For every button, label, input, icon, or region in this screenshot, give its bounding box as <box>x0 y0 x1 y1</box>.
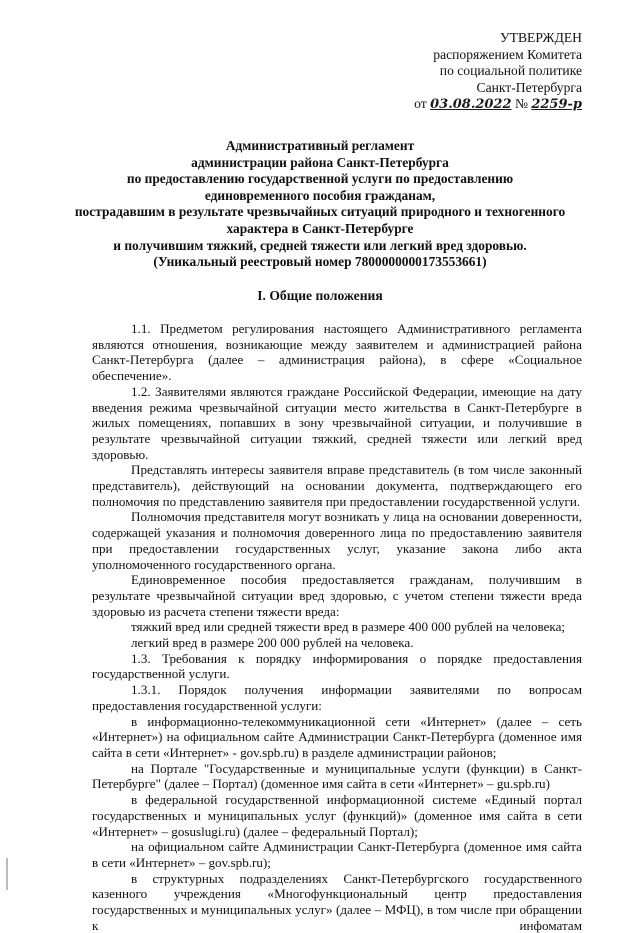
paragraph: Полномочия представителя могут возникать у лица на основании доверенности, содержащей указания и полномочия доверенного лица по предоставлению заявителя при предоставлении государственных услуг, указание закона либо акта уполномоченного государственного органа. <box>92 509 582 572</box>
paragraph: 1.1. Предметом регулирования настоящего Административного регламента являются отношения, возникающие между заявителем и администрацией района Санкт-Петербурга (далее – администрация района), в сфере «Социальное обеспечение». <box>92 321 582 384</box>
approval-line-2: по социальной политике <box>439 63 582 78</box>
approval-line-3: Санкт-Петербурга <box>476 79 582 95</box>
document-body <box>92 321 582 933</box>
title-line-6: характера в Санкт-Петербурге <box>226 220 414 236</box>
handwritten-number: 2259-р <box>531 97 582 112</box>
paragraph: Представлять интересы заявителя вправе представитель (в том числе законный представитель), действующий на основании документа, подтверждающего его полномочия по представлению заявителя при предоставлении государственной услуги. <box>92 462 582 509</box>
title-line-3: по предоставлению государственной услуги по предоставлению <box>126 171 514 187</box>
document-title <box>40 138 600 271</box>
title-line-5: пострадавшим в результате чрезвычайных ситуаций природного и техногенного <box>74 204 566 220</box>
paragraph: легкий вред в размере 200 000 рублей на человека. <box>131 635 414 651</box>
paragraph: в федеральной государственной информационной системе «Единый портал государственных и муниципальных услуг (функций)» (доменное имя сайта в сети «Интернет» – gosuslugi.ru) (далее – федеральный Портал); <box>92 792 582 839</box>
number-prefix: № <box>514 96 528 111</box>
title-line-2: администрации района Санкт-Петербурга <box>191 154 449 170</box>
paragraph: на Портале "Государственные и муниципальные услуги (функции) в Санкт-Петербурге" (далее – Портал) (доменное имя сайта в сети «Интернет» – gu.spb.ru) <box>92 760 582 792</box>
approval-line-1: распоряжением Комитета <box>433 46 582 62</box>
paragraph: тяжкий вред или средней тяжести вред в размере 400 000 рублей на человека; <box>131 619 566 635</box>
section-heading: I. Общие положения <box>257 288 383 303</box>
paragraph: в информационно-телекоммуникационной сети «Интернет» (далее – сеть «Интернет») на официальном сайте Администрации Санкт-Петербурга (доменное имя сайта в сети «Интернет» - gov.spb.ru) в разделе администрации районов; <box>92 713 582 760</box>
paragraph: в структурных подразделениях Санкт-Петербургского государственного казенного учреждения «Многофункциональный центр предоставления государственных и муниципальных услуг» (далее – МФЦ), в том числе при обращении к инфоматам <box>92 870 582 933</box>
handwritten-date: 03.08.2022 <box>430 97 512 112</box>
approval-date-line <box>414 96 582 114</box>
title-line-1: Административный регламент <box>225 138 415 153</box>
scan-edge-mark <box>6 858 8 890</box>
title-line-7: и получившим тяжкий, средней тяжести или легкий вред здоровью. <box>113 237 527 253</box>
paragraph: 1.2. Заявителями являются граждане Российской Федерации, имеющие на дату введения режима чрезвычайной ситуации место жительства в Санкт-Петербурге в жилых помещениях, попавших в зону чрезвычайной ситуации, и получившие в результате чрезвычайной ситуации тяжкий, средней тяжести или легкий вред здоровью. <box>92 383 582 462</box>
approval-block <box>414 30 582 114</box>
title-line-4: единовременного пособия гражданам, <box>204 187 436 203</box>
paragraph: 1.3.1. Порядок получения информации заявителями по вопросам предоставления государственной услуги: <box>92 682 582 713</box>
approval-heading: УТВЕРЖДЕН <box>500 30 582 45</box>
title-line-8: (Уникальный реестровый номер 7800000000173553661) <box>153 254 487 270</box>
paragraph: на официальном сайте Администрации Санкт-Петербурга (доменное имя сайта в сети «Интернет» – gov.spb.ru); <box>92 839 582 870</box>
date-prefix: от <box>414 96 427 111</box>
paragraph: 1.3. Требования к порядку информирования о порядке предоставления государственной услуги. <box>92 650 582 682</box>
paragraph: Единовременное пособия предоставляется гражданам, получившим в результате чрезвычайной ситуации вред здоровью, с учетом степени тяжести вреда здоровью из расчета степени тяжести вреда: <box>92 572 582 619</box>
